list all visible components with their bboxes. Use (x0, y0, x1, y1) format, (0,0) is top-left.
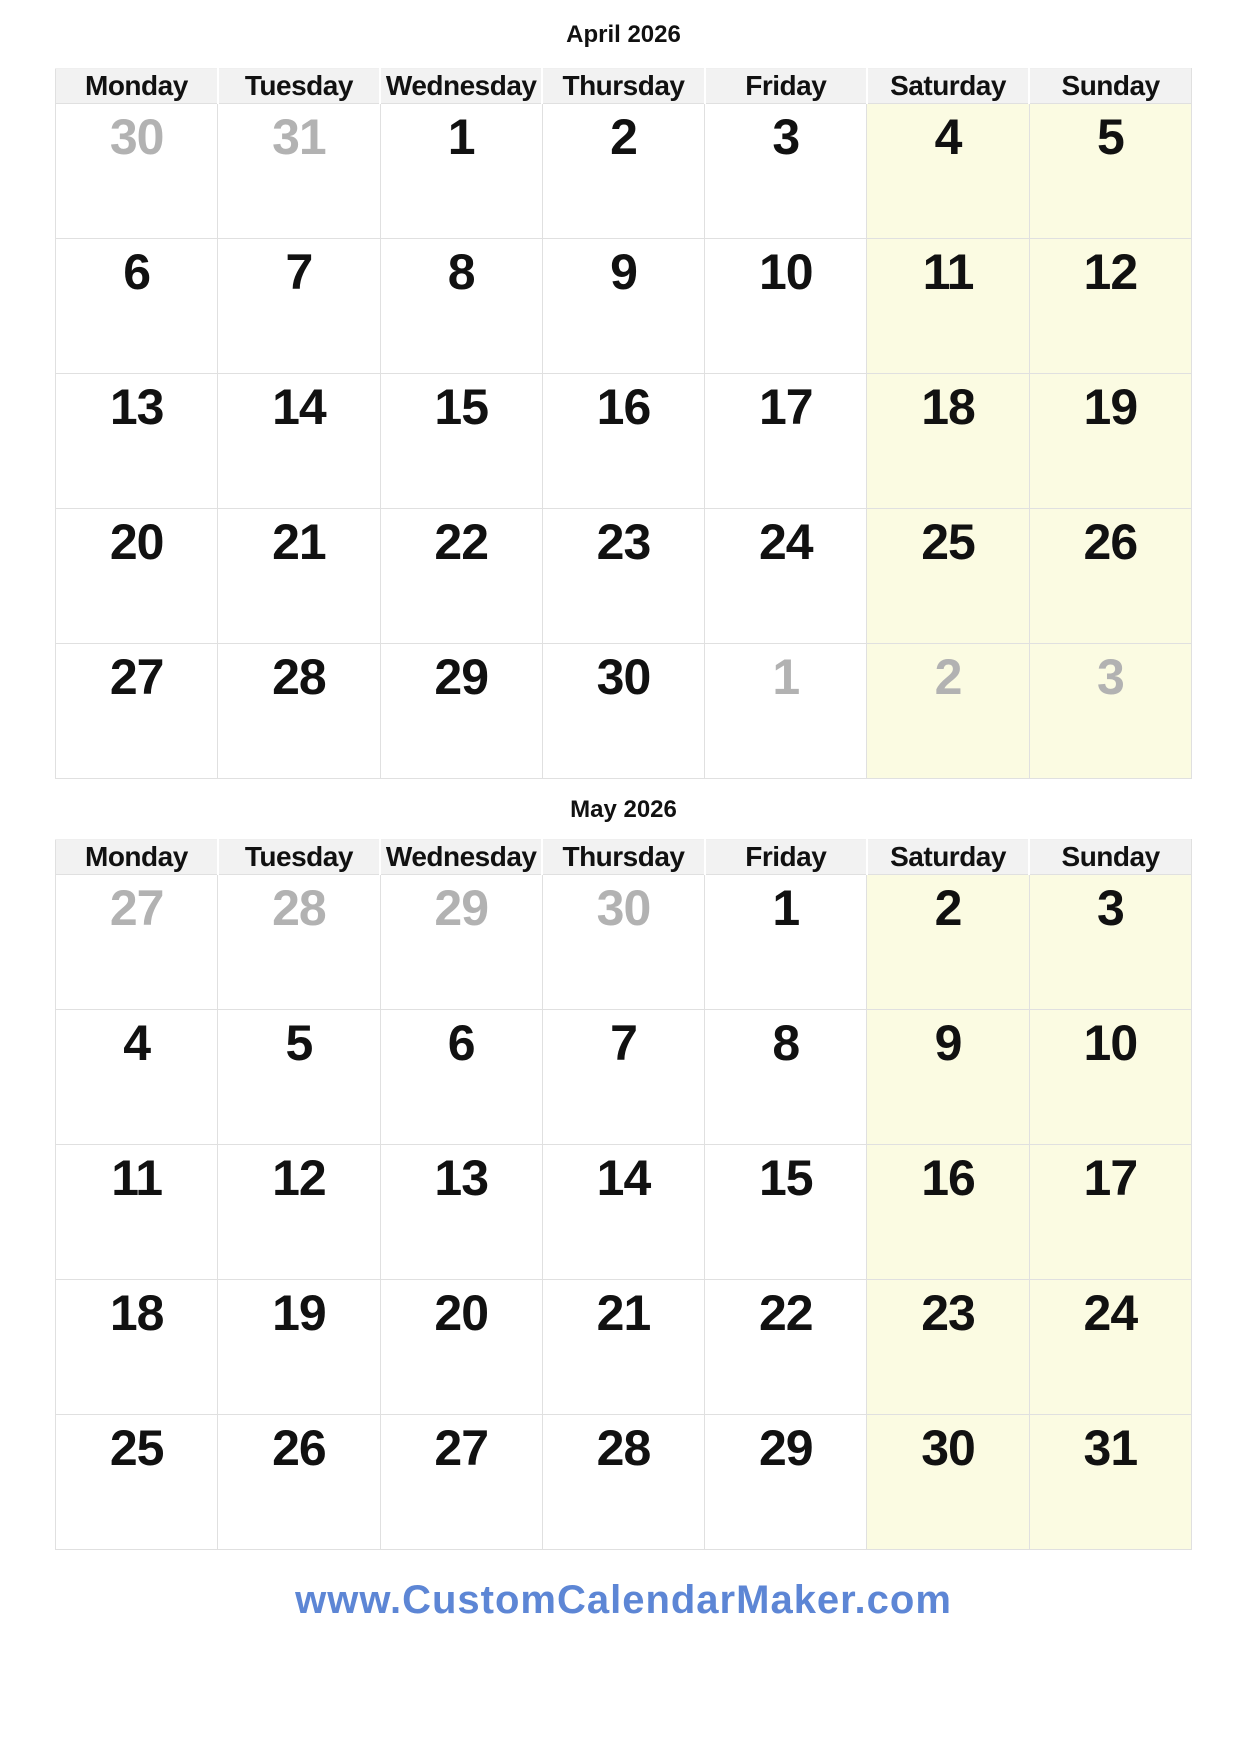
day-cell (56, 1415, 218, 1550)
week-row (56, 104, 1192, 239)
day-cell (380, 1415, 542, 1550)
day-number: 31 (1083, 1420, 1138, 1476)
day-number: 28 (272, 649, 326, 705)
day-number: 18 (921, 379, 975, 435)
weekday-header: Wednesday (380, 840, 542, 875)
day-number: 10 (1083, 1015, 1138, 1071)
day-number: 3 (1096, 649, 1124, 705)
day-number: 10 (758, 244, 813, 300)
day-number: 11 (111, 1150, 163, 1206)
day-cell (542, 104, 704, 239)
day-cell (56, 509, 218, 644)
day-cell (867, 104, 1029, 239)
day-number: 3 (1096, 880, 1124, 936)
day-cell (705, 239, 867, 374)
day-number: 24 (1083, 1285, 1138, 1341)
day-cell (1029, 644, 1191, 779)
day-number: 1 (772, 880, 800, 936)
day-number: 30 (921, 1420, 975, 1476)
day-cell (705, 1280, 867, 1415)
day-cell (56, 374, 218, 509)
day-cell (542, 1415, 704, 1550)
day-number: 18 (109, 1285, 164, 1341)
day-cell (867, 1010, 1029, 1145)
weekday-header: Thursday (542, 69, 704, 104)
day-cell (867, 374, 1029, 509)
week-row (56, 509, 1192, 644)
week-row (56, 875, 1192, 1010)
weekday-header: Sunday (1029, 840, 1191, 875)
day-cell (542, 1280, 704, 1415)
day-cell (218, 644, 380, 779)
day-cell (218, 1010, 380, 1145)
day-number: 19 (1083, 379, 1138, 435)
week-row (56, 1415, 1192, 1550)
day-number: 2 (934, 880, 962, 936)
day-number: 27 (109, 880, 164, 936)
weekday-header: Thursday (542, 840, 704, 875)
day-cell (867, 875, 1029, 1010)
day-cell (380, 875, 542, 1010)
day-cell (218, 374, 380, 509)
month-title-april: April 2026 (566, 21, 681, 48)
day-number: 28 (272, 880, 326, 936)
day-cell (1029, 1010, 1191, 1145)
day-number: 7 (285, 244, 313, 300)
day-cell (56, 644, 218, 779)
day-number: 22 (758, 1285, 813, 1341)
day-cell (380, 1280, 542, 1415)
day-number: 12 (272, 1150, 326, 1206)
weekday-header: Wednesday (380, 69, 542, 104)
day-number: 24 (758, 514, 813, 570)
day-number: 31 (272, 109, 326, 165)
weekday-header: Tuesday (218, 840, 380, 875)
day-cell (380, 239, 542, 374)
day-number: 21 (272, 514, 326, 570)
day-number: 13 (434, 1150, 489, 1206)
day-cell (380, 1010, 542, 1145)
day-cell (56, 1010, 218, 1145)
day-cell (705, 644, 867, 779)
week-row (56, 239, 1192, 374)
day-number: 27 (434, 1420, 489, 1476)
day-number: 17 (758, 379, 813, 435)
day-cell (218, 104, 380, 239)
day-cell (218, 1415, 380, 1550)
day-number: 1 (447, 109, 475, 165)
day-number: 12 (1083, 244, 1138, 300)
day-number: 19 (272, 1285, 326, 1341)
day-number: 28 (596, 1420, 651, 1476)
day-number: 15 (758, 1150, 813, 1206)
day-number: 9 (610, 244, 637, 300)
day-number: 5 (285, 1015, 313, 1071)
footer-link[interactable]: www.CustomCalendarMaker.com (295, 1578, 952, 1622)
day-cell (1029, 374, 1191, 509)
day-cell (1029, 1415, 1191, 1550)
weekday-header: Monday (56, 840, 218, 875)
day-number: 25 (921, 514, 975, 570)
day-number: 23 (921, 1285, 975, 1341)
day-cell (542, 1145, 704, 1280)
day-number: 29 (434, 880, 489, 936)
day-number: 11 (922, 244, 974, 300)
day-cell (380, 374, 542, 509)
month-title-may: May 2026 (570, 796, 677, 823)
day-number: 4 (934, 109, 962, 165)
day-cell (542, 509, 704, 644)
day-cell (380, 1145, 542, 1280)
day-number: 23 (596, 514, 651, 570)
day-cell (867, 1145, 1029, 1280)
day-cell (705, 1010, 867, 1145)
day-cell (542, 644, 704, 779)
day-number: 26 (1083, 514, 1138, 570)
day-number: 25 (109, 1420, 164, 1476)
day-number: 16 (596, 379, 651, 435)
week-row (56, 644, 1192, 779)
day-number: 2 (934, 649, 962, 705)
day-cell (1029, 1145, 1191, 1280)
day-cell (380, 104, 542, 239)
day-number: 1 (772, 649, 800, 705)
day-cell (867, 1415, 1029, 1550)
week-row (56, 374, 1192, 509)
day-number: 8 (447, 244, 475, 300)
day-number: 6 (447, 1015, 475, 1071)
day-number: 13 (109, 379, 164, 435)
day-number: 6 (123, 244, 151, 300)
day-cell (218, 875, 380, 1010)
day-number: 20 (434, 1285, 489, 1341)
day-number: 26 (272, 1420, 326, 1476)
day-number: 14 (596, 1150, 651, 1206)
day-cell (1029, 875, 1191, 1010)
day-cell (867, 239, 1029, 374)
day-number: 9 (934, 1015, 962, 1071)
day-cell (542, 1010, 704, 1145)
weekday-header-row (56, 840, 1192, 875)
weekday-header: Friday (705, 840, 867, 875)
weekday-header: Monday (56, 69, 218, 104)
day-cell (1029, 104, 1191, 239)
day-cell (218, 1280, 380, 1415)
day-cell (56, 1145, 218, 1280)
week-row (56, 1010, 1192, 1145)
weekday-header: Tuesday (218, 69, 380, 104)
week-row (56, 1145, 1192, 1280)
day-cell (867, 644, 1029, 779)
day-number: 27 (109, 649, 164, 705)
day-number: 2 (610, 109, 637, 165)
day-cell (705, 1145, 867, 1280)
weekday-header: Saturday (867, 69, 1029, 104)
day-number: 7 (610, 1015, 637, 1071)
day-number: 14 (272, 379, 326, 435)
day-cell (380, 509, 542, 644)
day-cell (705, 875, 867, 1010)
day-cell (542, 875, 704, 1010)
calendar-table-may (55, 839, 1192, 1550)
week-row (56, 1280, 1192, 1415)
weekday-header: Saturday (867, 840, 1029, 875)
day-number: 17 (1083, 1150, 1138, 1206)
calendar-table-april (55, 68, 1192, 779)
day-cell (1029, 239, 1191, 374)
day-cell (867, 509, 1029, 644)
day-cell (56, 104, 218, 239)
weekday-header: Friday (705, 69, 867, 104)
day-cell (218, 1145, 380, 1280)
day-number: 20 (109, 514, 164, 570)
day-cell (56, 1280, 218, 1415)
day-number: 15 (434, 379, 489, 435)
day-number: 29 (434, 649, 489, 705)
day-cell (56, 239, 218, 374)
day-number: 5 (1096, 109, 1124, 165)
day-number: 3 (772, 109, 800, 165)
footer (55, 1578, 1192, 1623)
day-number: 16 (921, 1150, 975, 1206)
day-number: 29 (758, 1420, 813, 1476)
day-cell (542, 239, 704, 374)
day-cell (218, 509, 380, 644)
day-cell (705, 1415, 867, 1550)
weekday-header: Sunday (1029, 69, 1191, 104)
day-cell (705, 509, 867, 644)
day-cell (1029, 1280, 1191, 1415)
day-number: 22 (434, 514, 489, 570)
day-number: 30 (596, 649, 651, 705)
day-cell (705, 374, 867, 509)
day-cell (380, 644, 542, 779)
day-number: 8 (772, 1015, 800, 1071)
weekday-header-row (56, 69, 1192, 104)
day-number: 4 (123, 1015, 151, 1071)
day-cell (218, 239, 380, 374)
day-number: 21 (596, 1285, 651, 1341)
day-cell (705, 104, 867, 239)
calendar-wrapper (55, 0, 1192, 1623)
day-cell (1029, 509, 1191, 644)
day-cell (56, 875, 218, 1010)
day-cell (542, 374, 704, 509)
day-cell (867, 1280, 1029, 1415)
day-number: 30 (109, 109, 164, 165)
day-number: 30 (596, 880, 651, 936)
